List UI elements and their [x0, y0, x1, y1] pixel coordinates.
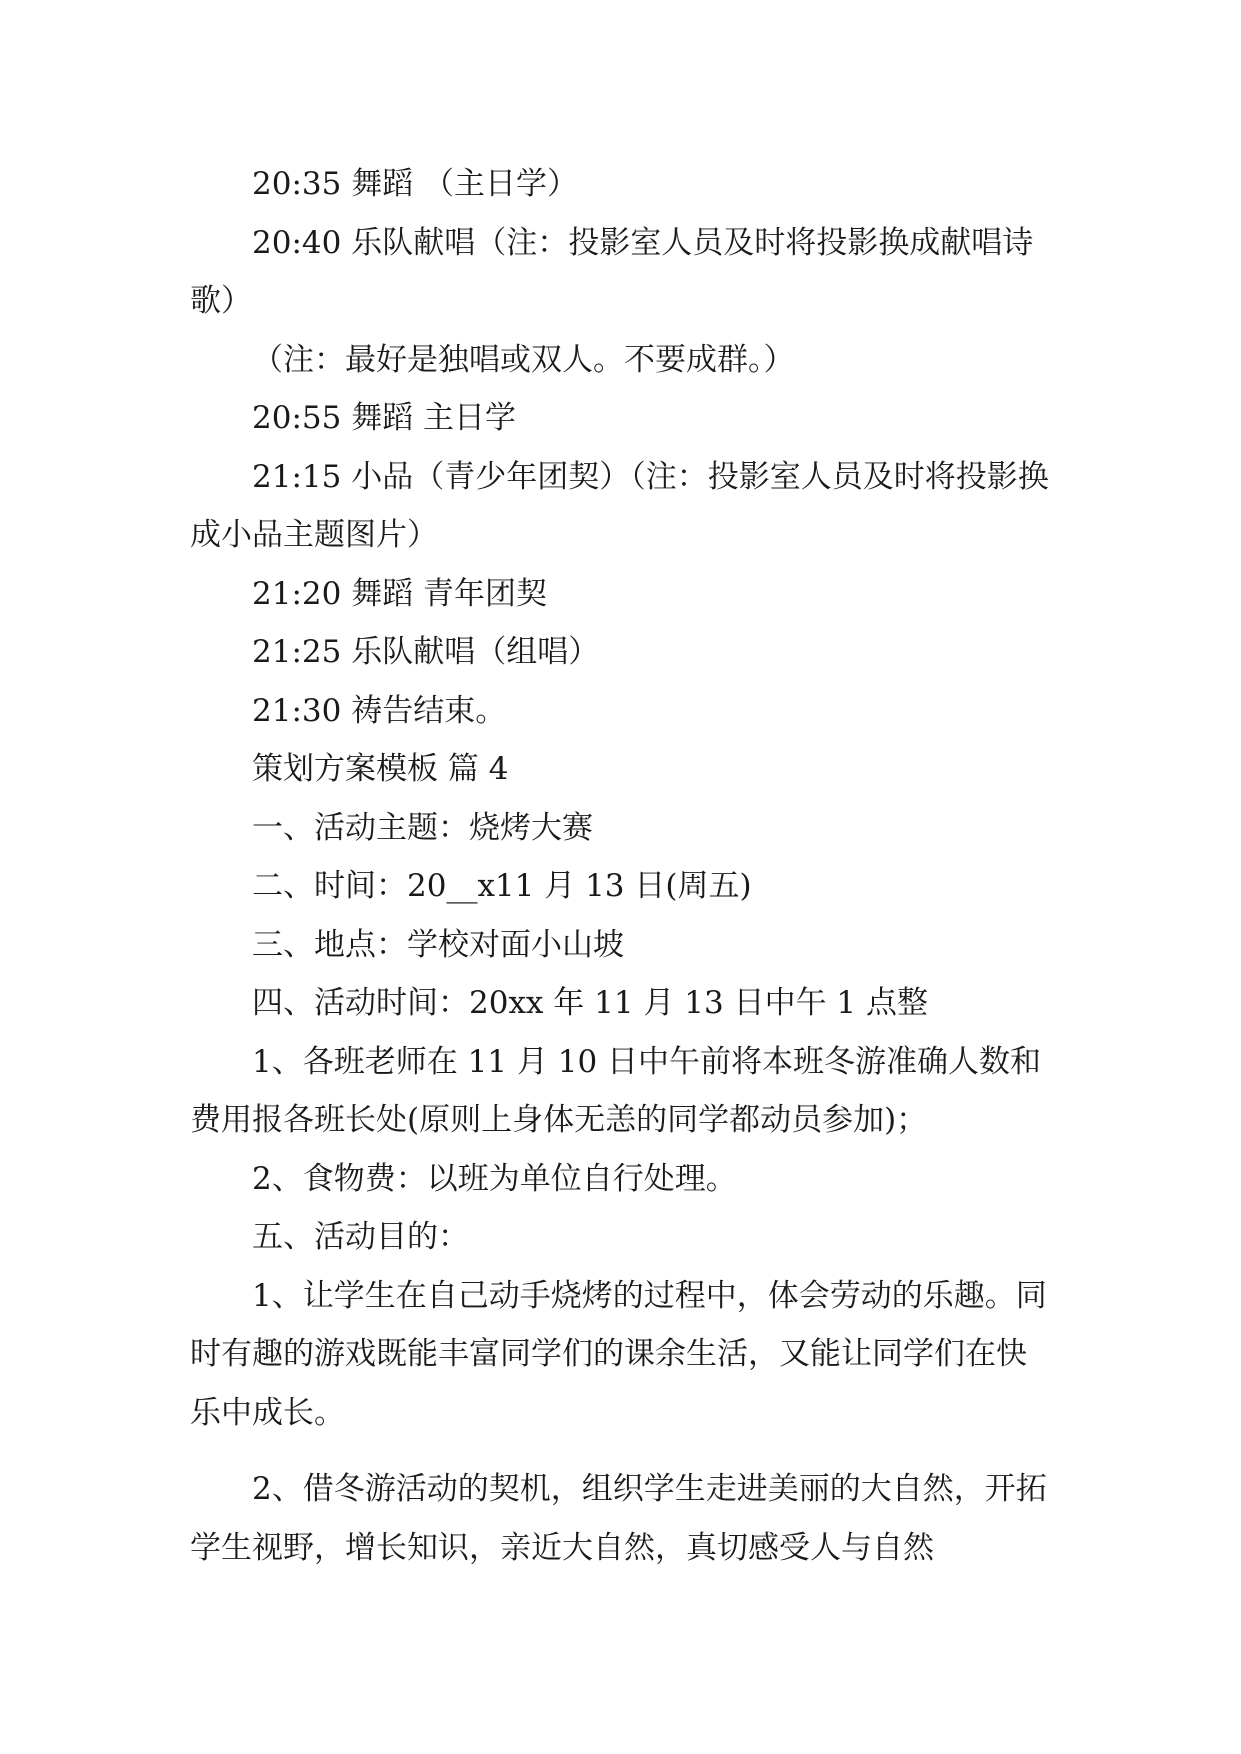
paragraph: 21:15 小品（青少年团契）（注：投影室人员及时将投影换成小品主题图片）: [190, 458, 1049, 553]
paragraph: 1、让学生在自己动手烧烤的过程中，体会劳动的乐趣。同时有趣的游戏既能丰富同学们的课余生活，又能让同学们在快乐中成长。: [190, 1277, 1047, 1431]
section-heading: 策划方案模板 篇 4: [252, 751, 509, 787]
paragraph: 五、活动目的：: [252, 1219, 469, 1255]
document-body: [190, 155, 1055, 1577]
paragraph: 2、食物费：以班为单位自行处理。: [252, 1160, 737, 1197]
paragraph: 20:55 舞蹈 主日学: [252, 400, 517, 436]
paragraph: 2、借冬游活动的契机，组织学生走进美丽的大自然，开拓学生视野，增长知识，亲近大自然，真切感受人与自然: [190, 1471, 1047, 1566]
paragraph: 20:35 舞蹈 （主日学）: [252, 166, 579, 202]
paragraph: 二、时间：20__x11 月 13 日(周五): [252, 868, 752, 904]
paragraph: 四、活动时间：20xx 年 11 月 13 日中午 1 点整: [252, 985, 929, 1021]
paragraph: 21:20 舞蹈 青年团契: [252, 575, 548, 612]
paragraph: 1、各班老师在 11 月 10 日中午前将本班冬游准确人数和费用报各班长处(原则上身体无恙的同学都动员参加)；: [190, 1043, 1042, 1138]
paragraph: 三、地点：学校对面小山坡: [252, 926, 624, 963]
paragraph: 20:40 乐队献唱（注：投影室人员及时将投影换成献唱诗歌）: [190, 224, 1034, 319]
paragraph: 一、活动主题：烧烤大赛: [252, 809, 593, 846]
paragraph: 21:25 乐队献唱（组唱）: [252, 634, 600, 670]
paragraph: （注：最好是独唱或双人。不要成群。）: [252, 341, 795, 378]
paragraph: 21:30 祷告结束。: [252, 692, 507, 729]
